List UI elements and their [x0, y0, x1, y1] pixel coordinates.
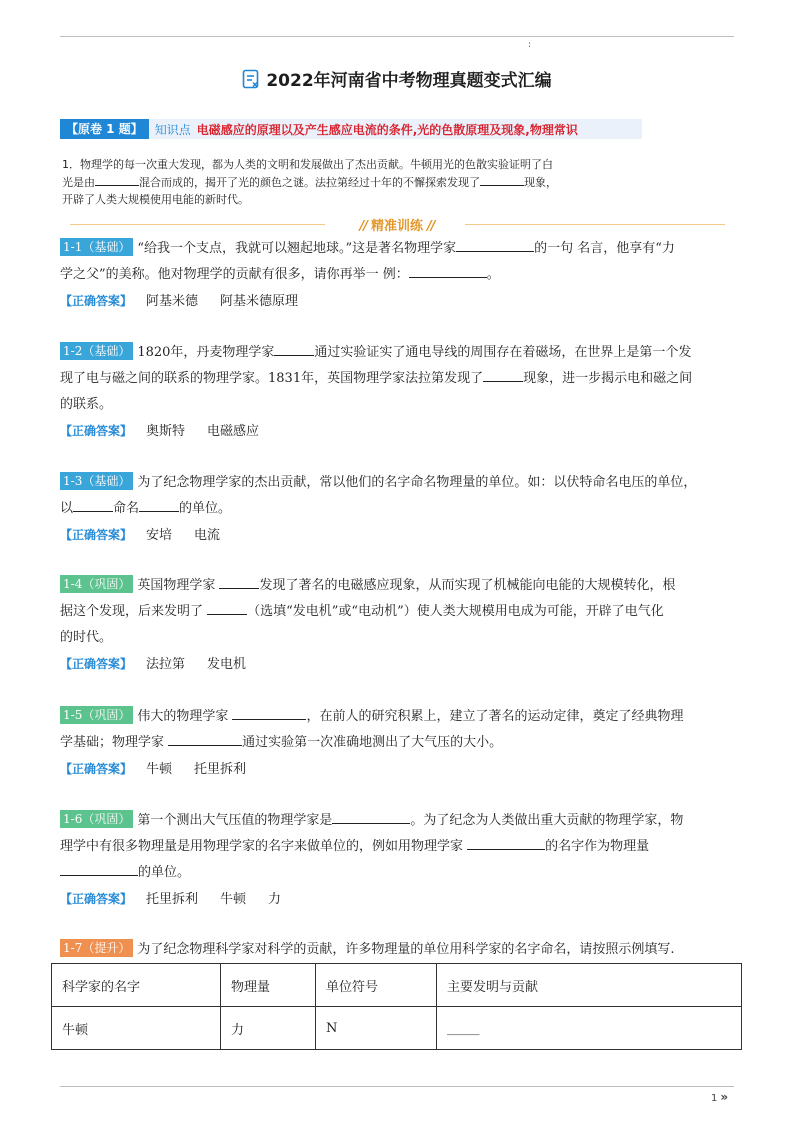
- document-icon: [242, 69, 260, 94]
- answer-blank: [409, 265, 487, 278]
- exercise-text: 1-2（基础） 1820年，丹麦物理学家 通过实验证实了通电导线的周围存在着磁场，在世界上是第一个发: [60, 340, 735, 366]
- top-rule: [60, 36, 734, 37]
- answer-blank: [332, 811, 410, 824]
- answer-label: 【正确答案】: [60, 657, 133, 671]
- table-header-cell: 科学家的名字: [52, 964, 221, 1007]
- knowledge-point-text: 电磁感应的原理以及产生感应电流的条件,光的色散原理及现象,物理常识: [196, 122, 578, 137]
- exercise-1-1: [60, 236, 735, 315]
- answer-value: 力: [268, 892, 282, 907]
- exercise-tag: 1-2（基础）: [60, 342, 133, 360]
- exercise-text: 理学中有很多物理量是用物理学家的名字来做单位的，例如用物理学家 的名字作为物理量: [60, 839, 650, 854]
- answer-blank: [95, 173, 139, 186]
- answer-blank: [232, 707, 306, 720]
- answer-blank: [480, 173, 524, 186]
- exercise-text: 的时代。: [60, 630, 113, 645]
- knowledge-point-bar: [60, 119, 642, 139]
- answer-value: 电流: [194, 528, 221, 543]
- table-cell: _____: [437, 1007, 742, 1050]
- section-title: // 精准训练 //: [359, 219, 435, 234]
- table-header-cell: 主要发明与贡献: [437, 964, 742, 1007]
- answer-blank: [139, 499, 179, 512]
- answer-value: 牛顿: [220, 892, 247, 907]
- answer-value: 托里拆利: [194, 762, 247, 777]
- origin-tag: 【原卷 1 题】: [60, 119, 149, 139]
- header-marker: :: [528, 40, 532, 50]
- answer-blank: [467, 837, 545, 850]
- exercise-text: 的单位。: [60, 860, 735, 886]
- exercise-text: 1-5（巩固） 伟大的物理学家 ，在前人的研究积累上，建立了著名的运动定律，奠定了经典物理: [60, 704, 735, 730]
- answer-blank: [483, 369, 523, 382]
- answer-value: 电磁感应: [207, 424, 260, 439]
- exercise-text: 学之父”的美称。他对物理学的贡献有很多，请你再举一 例： 。: [60, 267, 500, 282]
- correct-answer: [60, 522, 735, 549]
- table-row: [52, 1007, 742, 1050]
- page-title: [0, 66, 794, 94]
- answer-value: 牛顿: [146, 762, 173, 777]
- scientist-table: [51, 963, 742, 1050]
- exercise-1-7: [60, 937, 735, 963]
- exercise-text: 的联系。: [60, 397, 113, 412]
- original-question: [62, 156, 682, 208]
- exercise-text: 学基础；物理学家 通过实验第一次准确地测出了大气压的大小。: [60, 735, 503, 750]
- correct-answer: [60, 886, 735, 913]
- answer-blank: [168, 733, 242, 746]
- answer-blank: [60, 863, 138, 876]
- exercise-tag: 1-4（巩固）: [60, 575, 133, 593]
- table-header-cell: 单位符号: [316, 964, 437, 1007]
- correct-answer: [60, 288, 735, 315]
- table-cell: 力: [221, 1007, 316, 1050]
- table-cell: 牛顿: [52, 1007, 221, 1050]
- page-title-text: 2022年河南省中考物理真题变式汇编: [266, 71, 552, 91]
- table-header-cell: 物理量: [221, 964, 316, 1007]
- exercise-text: 1-1（基础） “给我一个支点，我就可以翘起地球。”这是著名物理学家 的一句 名言，他享有“力: [60, 236, 735, 262]
- answer-blank: [456, 239, 534, 252]
- exercise-text: 1-6（巩固） 第一个测出大气压值的物理学家是 。为了纪念为人类做出重大贡献的物理学家，物: [60, 808, 735, 834]
- answer-value: 法拉第: [146, 657, 186, 672]
- table-cell: N: [316, 1007, 437, 1050]
- question-line: 开辟了人类大规模使用电能的新时代。: [62, 193, 249, 206]
- exercise-1-5: [60, 704, 735, 783]
- exercise-1-6: [60, 808, 735, 913]
- exercise-1-4: [60, 573, 735, 678]
- page-number: 1 »: [711, 1090, 729, 1104]
- exercise-tag: 1-1（基础）: [60, 238, 133, 256]
- section-header: [60, 214, 734, 234]
- answer-label: 【正确答案】: [60, 294, 133, 308]
- answer-value: 托里拆利: [146, 892, 199, 907]
- table-header-row: [52, 964, 742, 1007]
- answer-label: 【正确答案】: [60, 424, 133, 438]
- correct-answer: [60, 418, 735, 445]
- answer-blank: [207, 602, 247, 615]
- exercise-tag: 1-3（基础）: [60, 472, 133, 490]
- answer-blank: [219, 576, 259, 589]
- exercise-text: 1-7（提升） 为了纪念物理科学家对科学的贡献，许多物理量的单位用科学家的名字命名，请按照示例填写.: [60, 937, 735, 963]
- exercise-1-3: [60, 470, 735, 549]
- exercise-tag: 1-6（巩固）: [60, 810, 133, 828]
- exercise-1-2: [60, 340, 735, 445]
- answer-value: 阿基米德原理: [220, 294, 299, 309]
- answer-value: 阿基米德: [146, 294, 199, 309]
- answer-value: 奥斯特: [146, 424, 186, 439]
- slash-decor-icon: //: [359, 219, 367, 234]
- next-arrow-icon: »: [720, 1090, 729, 1104]
- answer-label: 【正确答案】: [60, 528, 133, 542]
- exercise-text: 1-4（巩固） 英国物理学家 发现了著名的电磁感应现象，从而实现了机械能向电能的大规模转化，根: [60, 573, 735, 599]
- knowledge-point-label: 知识点: [154, 122, 191, 137]
- question-line: 光是由 混合而成的，揭开了光的颜色之谜。法拉第经过十年的不懈探索发现了 现象，: [62, 173, 682, 191]
- exercise-tag: 1-5（巩固）: [60, 706, 133, 724]
- answer-value: 安培: [146, 528, 173, 543]
- answer-label: 【正确答案】: [60, 762, 133, 776]
- correct-answer: [60, 651, 735, 678]
- bottom-rule: [60, 1086, 734, 1087]
- answer-blank: [274, 343, 314, 356]
- correct-answer: [60, 756, 735, 783]
- answer-label: 【正确答案】: [60, 892, 133, 906]
- exercise-tag: 1-7（提升）: [60, 939, 133, 957]
- answer-blank: [73, 499, 113, 512]
- answer-value: 发电机: [207, 657, 247, 672]
- slash-decor-icon: //: [427, 219, 435, 234]
- exercise-text: 据这个发现，后来发明了 （选填“发电机”或“电动机”）使人类大规模用电成为可能，开辟了电气化: [60, 604, 664, 619]
- question-line: 1．物理学的每一次重大发现，都为人类的文明和发展做出了杰出贡献。牛顿用光的色散实验证明了白: [62, 158, 553, 171]
- exercise-text: 1-3（基础） 为了纪念物理学家的杰出贡献，常以他们的名字命名物理量的单位。如：以伏特命名电压的单位，: [60, 470, 735, 496]
- exercise-text: 以 命名 的单位。: [60, 501, 232, 516]
- exercise-text: 现了电与磁之间的联系的物理学家。1831年，英国物理学家法拉第发现了 现象，进一步揭示电和磁之间: [60, 371, 693, 386]
